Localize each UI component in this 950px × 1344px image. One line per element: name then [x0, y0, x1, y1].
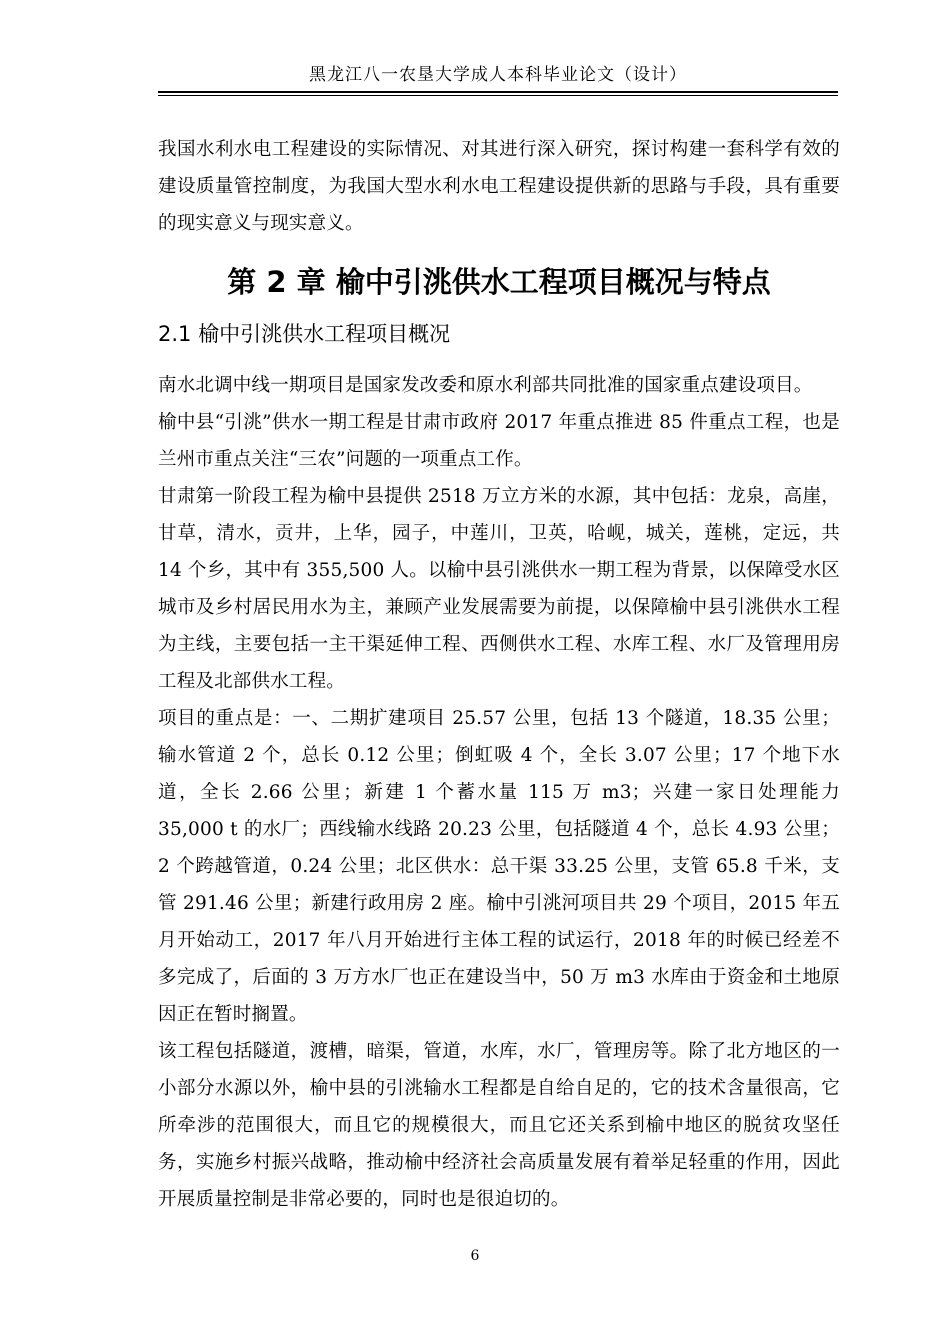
- header-title: 黑龙江八一农垦大学成人本科毕业论文（设计）: [309, 65, 687, 85]
- body-paragraph: 甘肃第一阶段工程为榆中县提供 2518 万立方米的水源，其中包括：龙泉，高崖，甘草，清水，贡井，上华，园子，中莲川，卫英，哈岘，城关，莲桃，定远，共 14 个乡，其中有 355,500 人。以榆中县引洮供水一期工程为背景，以保障受水区城市及乡村居民用水为主，兼顾产业发展需要为前提，以保障榆中县引洮供水工程为主线，主要包括一主干渠延伸工程、西侧供水工程、水库工程、水厂及管理用房工程及北部供水工程。: [158, 486, 840, 692]
- header-rule-thin: [158, 95, 838, 96]
- chapter-title: 第 2 章 榆中引洮供水工程项目概况与特点: [227, 265, 771, 299]
- page-number: 6: [470, 1248, 480, 1264]
- header-rule-thick: [158, 91, 838, 93]
- section-title: 2.1 榆中引洮供水工程项目概况: [158, 322, 451, 346]
- body-paragraph: 该工程包括隧道，渡槽，暗渠，管道，水库，水厂，管理房等。除了北方地区的一小部分水源以外，榆中县的引洮输水工程都是自给自足的，它的技术含量很高，它所牵涉的范围很大，而且它的规模很大，而且它还关系到榆中地区的脱贫攻坚任务，实施乡村振兴战略，推动榆中经济社会高质量发展有着举足轻重的作用，因此开展质量控制是非常必要的，同时也是很迫切的。: [158, 1041, 840, 1210]
- page-header: [158, 64, 838, 96]
- document-body: [158, 131, 840, 1218]
- body-paragraph: 南水北调中线一期项目是国家发改委和原水利部共同批准的国家重点建设项目。: [158, 375, 813, 396]
- intro-paragraph: 我国水利水电工程建设的实际情况、对其进行深入研究，探讨构建一套科学有效的建设质量管控制度，为我国大型水利水电工程建设提供新的思路与手段，具有重要的现实意义与现实意义。: [158, 139, 840, 234]
- body-paragraph: 项目的重点是：一、二期扩建项目 25.57 公里，包括 13 个隧道，18.35 公里；输水管道 2 个，总长 0.12 公里；倒虹吸 4 个，全长 3.07 公里；17 个地下水道，全长 2.66 公里；新建 1 个蓄水量 115 万 m3；兴建一家日处理能力 35,000 t 的水厂；西线输水线路 20.23 公里，包括隧道 4 个，总长 4.93 公里；2 个跨越管道，0.24 公里；北区供水：总干渠 33.25 公里，支管 65.8 千米，支管 291.46 公里；新建行政用房 2 座。榆中引洮河项目共 29 个项目，2015 年五月开始动工，2017 年八月开始进行主体工程的试运行，2018 年的时候已经差不多完成了，后面的 3 万方水厂也正在建设当中，50 万 m3 水库由于资金和土地原因正在暂时搁置。: [158, 708, 840, 1025]
- body-paragraph: 榆中县“引洮”供水一期工程是甘肃市政府 2017 年重点推进 85 件重点工程，也是兰州市重点关注“三农”问题的一项重点工作。: [158, 412, 840, 470]
